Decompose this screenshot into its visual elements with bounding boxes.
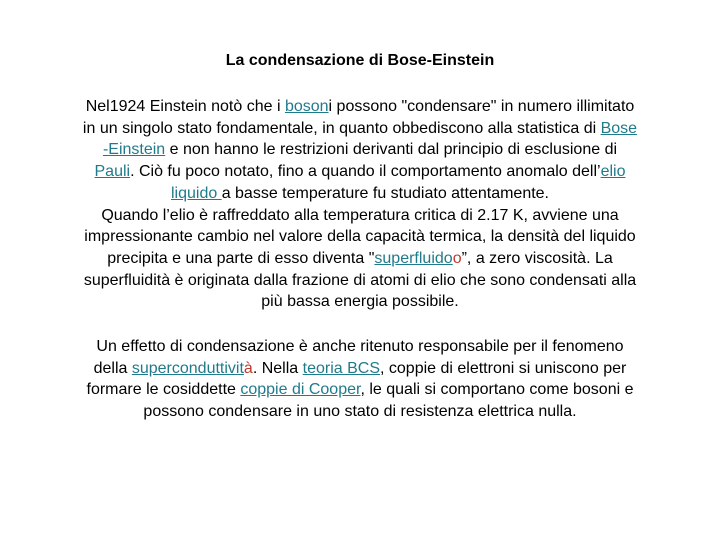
paragraph-superconduttivita xyxy=(36,336,684,423)
text-line: Nel1924 Einstein notò che i bosoni possono "condensare" in numero illimitato xyxy=(85,98,635,115)
link-superfluido[interactable]: superfluido xyxy=(374,249,453,267)
link-bose-einstein[interactable]: Bose xyxy=(600,119,638,137)
text-line: Un effetto di condensazione è anche ritenuto responsabile per il fenomeno xyxy=(96,338,624,355)
text-line: impressionante cambio nel valore della capacità termica, la densità del liquido xyxy=(84,228,636,246)
link-teoria-bcs[interactable]: teoria BCS xyxy=(302,359,380,377)
link-coppie-di-cooper[interactable]: coppie di Cooper xyxy=(240,381,361,399)
paragraph-bose-einstein xyxy=(36,96,684,313)
link-superconduttivita[interactable]: superconduttivit xyxy=(131,359,244,377)
text-line: possono condensare in uno stato di resistenza elettrica nulla. xyxy=(143,403,577,421)
text-line: Quando l’elio è raffreddato alla temperatura critica di 2.17 K, avviene una xyxy=(101,206,619,224)
text-line: superfluidità è originata dalla frazione di atomi di elio che sono condensati alla xyxy=(83,271,637,289)
text-line: della superconduttività. Nella teoria BCS, coppie di elettroni si uniscono per xyxy=(93,359,627,377)
link-elio-liquido-cont[interactable]: liquido xyxy=(170,184,222,202)
text-line: precipita e una parte di esso diventa "superfluidoo”, a zero viscosità. La xyxy=(107,249,613,267)
link-pauli[interactable]: Pauli xyxy=(94,163,131,181)
slide-title: La condensazione di Bose-Einstein xyxy=(225,52,495,69)
text-line: più bassa energia possibile. xyxy=(261,293,459,311)
link-bose-einstein-cont[interactable]: -Einstein xyxy=(102,141,166,159)
link-bosoni[interactable]: boson xyxy=(284,98,329,115)
text-line: -Einstein e non hanno le restrizioni derivanti dal principio di esclusione di xyxy=(102,141,618,159)
text-line: in un singolo stato fondamentale, in quanto obbediscono alla statistica di Bose xyxy=(82,119,638,137)
text-line: Pauli. Ciò fu poco notato, fino a quando il comportamento anomalo dell’elio xyxy=(94,163,626,181)
text-line: formare le cosiddette coppie di Cooper, le quali si comportano come bosoni e xyxy=(86,381,634,399)
link-elio-liquido[interactable]: elio xyxy=(600,163,626,181)
text-line: liquido a basse temperature fu studiato attentamente. xyxy=(170,184,549,202)
